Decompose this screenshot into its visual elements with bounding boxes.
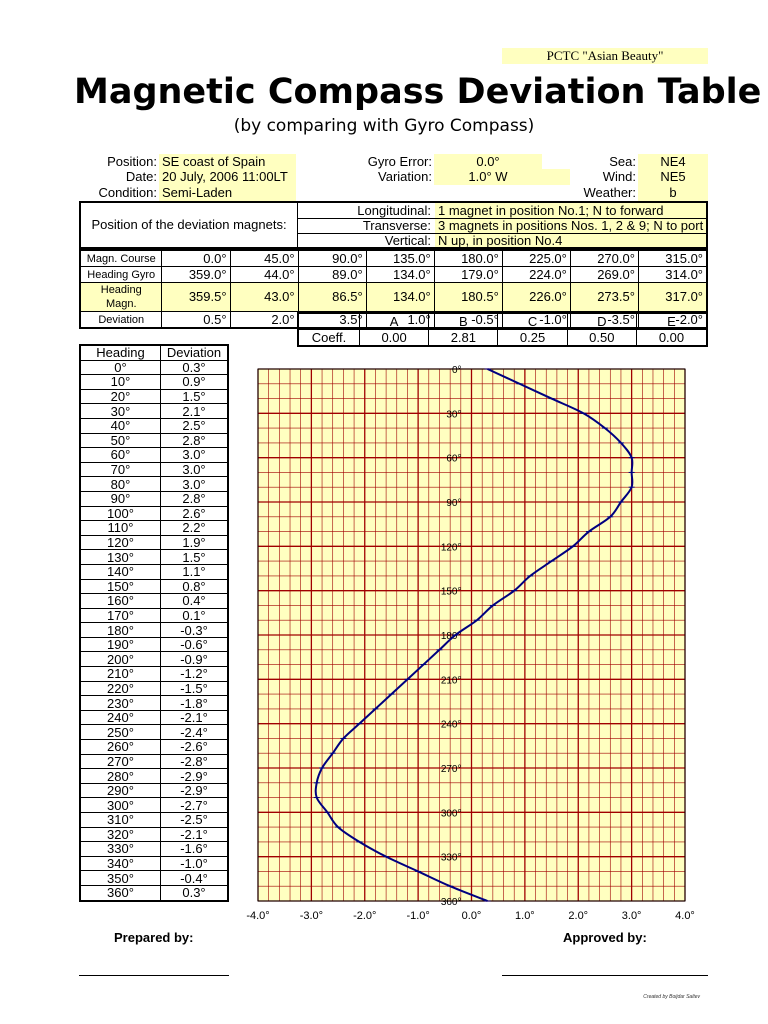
heading-cell: 110°: [80, 521, 161, 536]
deviation-table-row: [80, 696, 228, 711]
x-tick-label: -1.0°: [406, 910, 430, 922]
x-tick-label: -4.0°: [246, 910, 270, 922]
observation-cell: -3.5°: [570, 312, 638, 329]
prepared-signature-line: [79, 975, 229, 976]
heading-cell: 0°: [80, 360, 161, 375]
coeff-label: Coeff.: [298, 330, 360, 347]
observation-row-label: Heading Magn.: [80, 283, 162, 312]
observation-cell: 270.0°: [570, 250, 638, 267]
heading-cell: 60°: [80, 448, 161, 463]
sea-value: NE4: [638, 154, 708, 170]
deviation-cell: 0.3°: [161, 885, 229, 900]
x-tick-label: 3.0°: [621, 910, 642, 922]
deviation-cell: -1.5°: [161, 681, 229, 696]
deviation-cell: -2.6°: [161, 740, 229, 755]
observation-cell: 180.0°: [434, 250, 502, 267]
deviation-table-row: [80, 579, 228, 594]
heading-cell: 160°: [80, 594, 161, 609]
heading-cell: 260°: [80, 740, 161, 755]
x-tick-label: 0.0°: [461, 910, 482, 922]
heading-cell: 340°: [80, 856, 161, 871]
deviation-table-row: [80, 594, 228, 609]
observation-row: [80, 283, 707, 312]
y-tick-label: 330°: [440, 852, 462, 864]
coeff-name: A: [360, 313, 429, 330]
observation-cell: 3.5°: [298, 312, 366, 329]
deviation-cell: -0.4°: [161, 871, 229, 886]
deviation-table-row: [80, 798, 228, 813]
coeff-name: E: [636, 313, 707, 330]
coeff-value: 0.50: [567, 330, 636, 347]
deviation-table-row: [80, 360, 228, 375]
observation-cell: 180.5°: [434, 283, 502, 312]
variation-value: 1.0° W: [434, 169, 570, 185]
observation-row-label: Heading Gyro: [80, 267, 162, 283]
date-label: Date:: [125, 169, 157, 184]
heading-cell: 120°: [80, 535, 161, 550]
y-tick-label: 270°: [440, 764, 462, 775]
heading-cell: 300°: [80, 798, 161, 813]
deviation-cell: 0.9°: [161, 375, 229, 390]
observation-cell: 225.0°: [502, 250, 570, 267]
deviation-cell: 2.5°: [161, 418, 229, 433]
deviation-table-row: [80, 623, 228, 638]
deviation-table-row: [80, 885, 228, 900]
heading-cell: 190°: [80, 637, 161, 652]
heading-cell: 200°: [80, 652, 161, 667]
deviation-table-row: [80, 375, 228, 390]
observation-cell: 179.0°: [434, 267, 502, 283]
sea-label: Sea:: [609, 154, 636, 169]
heading-cell: 40°: [80, 418, 161, 433]
deviation-table-header: [80, 345, 228, 360]
heading-cell: 210°: [80, 667, 161, 682]
observation-cell: 2.0°: [230, 312, 298, 329]
wind-label: Wind:: [602, 169, 636, 184]
heading-cell: 70°: [80, 462, 161, 477]
deviation-table-row: [80, 564, 228, 579]
coefficients-names-row: [298, 313, 707, 330]
x-tick-label: -2.0°: [353, 910, 377, 922]
x-tick-label: 2.0°: [568, 910, 589, 922]
x-tick-label: 1.0°: [515, 910, 535, 922]
observation-cell: 134.0°: [366, 267, 434, 283]
vertical-value: N up, in position No.4: [435, 234, 706, 247]
deviation-cell: -2.9°: [161, 783, 229, 798]
deviation-table-row: [80, 448, 228, 463]
observation-cell: 135.0°: [366, 250, 434, 267]
wind-value: NE5: [638, 169, 708, 185]
longitudinal-value: 1 magnet in position No.1; N to forward: [435, 203, 706, 218]
deviation-cell: 2.1°: [161, 404, 229, 419]
deviation-table-row: [80, 725, 228, 740]
magnets-vertical-row: [298, 234, 706, 247]
approved-signature-line: [502, 975, 708, 976]
deviation-table-row: [80, 418, 228, 433]
approved-by-label: Approved by:: [563, 930, 647, 945]
coeff-value: 0.25: [498, 330, 567, 347]
deviation-table-row: [80, 506, 228, 521]
deviation-table: [79, 344, 229, 902]
deviation-cell: 3.0°: [161, 477, 229, 492]
ship-name: PCTC "Asian Beauty": [502, 48, 708, 64]
deviation-table-row: [80, 667, 228, 682]
y-tick-label: 90°: [446, 498, 462, 509]
heading-cell: 80°: [80, 477, 161, 492]
deviation-cell: 0.3°: [161, 360, 229, 375]
deviation-table-row: [80, 754, 228, 769]
heading-cell: 130°: [80, 550, 161, 565]
observation-row: [80, 250, 707, 267]
deviation-cell: -0.3°: [161, 623, 229, 638]
observation-cell: 0.5°: [162, 312, 230, 329]
heading-cell: 10°: [80, 375, 161, 390]
magnets-longitudinal-row: [298, 203, 706, 219]
deviation-table-row: [80, 462, 228, 477]
heading-cell: 270°: [80, 754, 161, 769]
heading-column-header: Heading: [80, 345, 161, 360]
coefficients-table: [297, 312, 708, 347]
heading-cell: 20°: [80, 389, 161, 404]
y-tick-label: 120°: [440, 542, 462, 554]
coeff-value: 2.81: [429, 330, 498, 347]
deviation-cell: -2.4°: [161, 725, 229, 740]
heading-cell: 140°: [80, 564, 161, 579]
transverse-label: Transverse:: [362, 218, 431, 233]
deviation-cell: 2.8°: [161, 491, 229, 506]
heading-cell: 100°: [80, 506, 161, 521]
heading-cell: 290°: [80, 783, 161, 798]
heading-cell: 330°: [80, 842, 161, 857]
prepared-by-label: Prepared by:: [114, 930, 194, 945]
y-tick-label: 180°: [440, 631, 462, 642]
observation-row-label: Deviation: [80, 312, 162, 329]
heading-cell: 90°: [80, 491, 161, 506]
deviation-table-row: [80, 681, 228, 696]
weather-value: b: [638, 185, 708, 201]
deviation-cell: 2.2°: [161, 521, 229, 536]
y-tick-label: 360°: [440, 897, 462, 908]
deviation-table-row: [80, 637, 228, 652]
deviation-cell: -0.6°: [161, 637, 229, 652]
coeff-name: B: [429, 313, 498, 330]
heading-cell: 280°: [80, 769, 161, 784]
y-tick-label: 150°: [440, 586, 462, 598]
variation-label: Variation:: [378, 169, 432, 184]
deviation-cell: 3.0°: [161, 462, 229, 477]
heading-cell: 180°: [80, 623, 161, 638]
date-value: 20 July, 2006 11:00LT: [159, 169, 296, 185]
condition-value: Semi-Laden: [159, 185, 296, 201]
observation-row-label: Magn. Course: [80, 250, 162, 267]
deviation-table-row: [80, 769, 228, 784]
deviation-cell: 3.0°: [161, 448, 229, 463]
deviation-table-row: [80, 608, 228, 623]
deviation-cell: 1.9°: [161, 535, 229, 550]
credit-text: Created by Boijdar Saltev: [643, 994, 700, 1000]
observation-cell: -1.0°: [502, 312, 570, 329]
longitudinal-label: Longitudinal:: [357, 203, 431, 218]
observation-cell: 134.0°: [366, 283, 434, 312]
heading-cell: 240°: [80, 710, 161, 725]
deviation-table-row: [80, 550, 228, 565]
observation-cell: -0.5°: [434, 312, 502, 329]
coeff-blank-cell: [298, 313, 360, 330]
deviation-cell: 2.8°: [161, 433, 229, 448]
observation-cell: 86.5°: [298, 283, 366, 312]
deviation-curve-chart: [230, 355, 710, 925]
observation-cell: 314.0°: [638, 267, 707, 283]
y-tick-label: 30°: [446, 409, 462, 421]
gyro-error-value: 0.0°: [434, 154, 542, 170]
observation-cell: 317.0°: [638, 283, 707, 312]
deviation-cell: 1.5°: [161, 389, 229, 404]
deviation-cell: -2.5°: [161, 813, 229, 828]
coeff-name: C: [498, 313, 567, 330]
deviation-cell: -2.8°: [161, 754, 229, 769]
observation-row: [80, 267, 707, 283]
observation-cell: 90.0°: [298, 250, 366, 267]
observation-cell: 44.0°: [230, 267, 298, 283]
coeff-value: 0.00: [636, 330, 707, 347]
x-tick-label: -3.0°: [299, 910, 324, 922]
coefficients-values-row: [298, 330, 707, 347]
observation-cell: -2.0°: [638, 312, 707, 329]
deviation-table-row: [80, 710, 228, 725]
deviation-cell: 0.4°: [161, 594, 229, 609]
deviation-cell: -2.1°: [161, 710, 229, 725]
y-tick-label: 210°: [440, 675, 462, 687]
heading-cell: 220°: [80, 681, 161, 696]
deviation-cell: 1.5°: [161, 550, 229, 565]
deviation-table-row: [80, 827, 228, 842]
heading-cell: 250°: [80, 725, 161, 740]
deviation-column-header: Deviation: [161, 345, 229, 360]
magnets-transverse-row: [298, 219, 706, 234]
coeff-name: D: [567, 313, 636, 330]
magnets-box: [79, 201, 708, 249]
deviation-table-row: [80, 842, 228, 857]
deviation-cell: -2.7°: [161, 798, 229, 813]
deviation-table-row: [80, 783, 228, 798]
gyro-error-label: Gyro Error:: [367, 154, 432, 169]
observation-cell: 1.0°: [366, 312, 434, 329]
heading-cell: 350°: [80, 871, 161, 886]
deviation-cell: -1.6°: [161, 842, 229, 857]
observation-cell: 269.0°: [570, 267, 638, 283]
deviation-table-row: [80, 477, 228, 492]
coeff-value: 0.00: [360, 330, 429, 347]
y-tick-label: 300°: [440, 808, 462, 820]
position-label: Position:: [107, 154, 157, 169]
deviation-cell: -2.9°: [161, 769, 229, 784]
deviation-table-row: [80, 404, 228, 419]
deviation-cell: 1.1°: [161, 564, 229, 579]
x-tick-label: 4.0°: [675, 910, 695, 922]
deviation-table-row: [80, 535, 228, 550]
heading-cell: 30°: [80, 404, 161, 419]
observation-cell: 45.0°: [230, 250, 298, 267]
deviation-table-row: [80, 652, 228, 667]
deviation-table-row: [80, 433, 228, 448]
transverse-value: 3 magnets in positions Nos. 1, 2 & 9; N to port: [435, 219, 706, 233]
deviation-cell: -2.1°: [161, 827, 229, 842]
observation-cell: 224.0°: [502, 267, 570, 283]
page-subtitle: (by comparing with Gyro Compass): [233, 116, 535, 136]
deviation-table-row: [80, 856, 228, 871]
deviation-table-row: [80, 813, 228, 828]
deviation-cell: -0.9°: [161, 652, 229, 667]
weather-label: Weather:: [583, 185, 636, 200]
deviation-cell: 2.6°: [161, 506, 229, 521]
heading-cell: 170°: [80, 608, 161, 623]
observation-cell: 89.0°: [298, 267, 366, 283]
heading-cell: 320°: [80, 827, 161, 842]
heading-cell: 150°: [80, 579, 161, 594]
y-tick-label: 60°: [446, 453, 462, 465]
deviation-table-row: [80, 491, 228, 506]
deviation-cell: 0.1°: [161, 608, 229, 623]
page-title: [0, 68, 768, 118]
heading-cell: 360°: [80, 885, 161, 900]
observation-cell: 359.5°: [162, 283, 230, 312]
deviation-cell: 0.8°: [161, 579, 229, 594]
heading-cell: 50°: [80, 433, 161, 448]
observation-cell: 273.5°: [570, 283, 638, 312]
observation-cell: 0.0°: [162, 250, 230, 267]
deviation-table-row: [80, 521, 228, 536]
magnets-label: Position of the deviation magnets:: [81, 203, 298, 247]
observation-cell: 315.0°: [638, 250, 707, 267]
page-title-text: Magnetic Compass Deviation Table: [74, 72, 762, 112]
deviation-cell: -1.2°: [161, 667, 229, 682]
vertical-label: Vertical:: [384, 233, 431, 248]
y-tick-label: 240°: [440, 719, 462, 731]
deviation-cell: -1.8°: [161, 696, 229, 711]
observation-cell: 43.0°: [230, 283, 298, 312]
condition-label: Condition:: [98, 185, 157, 200]
observation-cell: 359.0°: [162, 267, 230, 283]
observation-cell: 226.0°: [502, 283, 570, 312]
position-value: SE coast of Spain: [159, 154, 296, 170]
heading-cell: 310°: [80, 813, 161, 828]
deviation-table-row: [80, 389, 228, 404]
deviation-table-row: [80, 740, 228, 755]
deviation-cell: -1.0°: [161, 856, 229, 871]
y-tick-label: 0°: [451, 365, 462, 376]
heading-cell: 230°: [80, 696, 161, 711]
deviation-table-row: [80, 871, 228, 886]
